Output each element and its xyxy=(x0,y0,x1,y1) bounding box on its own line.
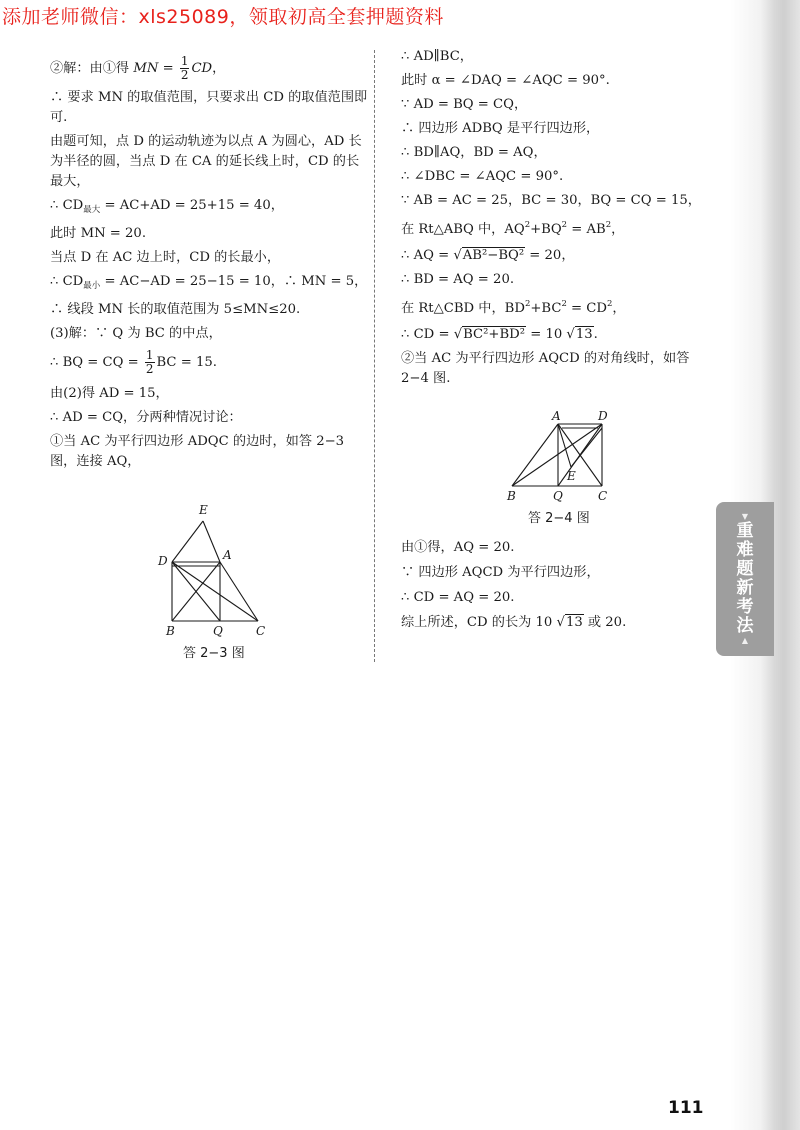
sqrt-expression: √BC²+BD² xyxy=(453,327,526,342)
solution-line: ∴ 要求 MN 的取值范围，只要求出 CD 的取值范围即可. xyxy=(50,90,368,125)
sqrt-expression: √13 xyxy=(566,327,593,342)
solution-line: ∴ 线段 MN 长的取值范围为 5≤MN≤20. xyxy=(50,302,301,317)
tab-triangle-bottom-icon: ▲ xyxy=(741,636,749,645)
point-label: Q xyxy=(213,624,223,638)
solution-line: ∵ 四边形 AQCD 为平行四边形， xyxy=(401,565,600,580)
chapter-tab-label: 重难题新考法 xyxy=(736,521,754,636)
solution-line: ∴ AD = CQ，分两种情况讨论： xyxy=(50,410,242,425)
solution-line: 此时 α = ∠DAQ = ∠AQC = 90°. xyxy=(401,73,610,88)
solution-line: 在 Rt△ABQ 中，$AQ^2+BQ^2 = AB^2$， xyxy=(401,220,625,237)
page-number: 111 xyxy=(668,1098,704,1118)
point-label: E xyxy=(199,503,208,517)
chapter-side-tab[interactable] xyxy=(716,502,774,656)
solution-line: (3)解：∵ Q 为 BC 的中点， xyxy=(50,326,222,341)
solution-line: ∴ CD = AQ = 20. xyxy=(401,590,515,605)
solution-line: ∵ AD = BQ = CQ， xyxy=(401,97,528,112)
solution-line: ∴ AD∥BC， xyxy=(401,49,473,64)
point-label: B xyxy=(507,489,516,503)
solution-line: ∴ $CD_{最小} = AC-AD = 25-15 = 10$，∴ MN = 5， xyxy=(50,274,368,291)
solution-line: ∵ AB = AC = 25，BC = 30，BQ = CQ = 15， xyxy=(401,193,701,208)
solution-line: 由①得，AQ = 20. xyxy=(401,540,515,555)
solution-line: ②解：由①得 MN = $\frac{1}{2}$ CD， xyxy=(50,54,226,82)
figure-caption: 答 2−4 图 xyxy=(528,511,590,526)
solution-line: ∴ BQ = CQ = $\frac{1}{2}$ BC = 15. xyxy=(50,348,217,376)
solution-line: ∴ BD∥AQ，BD = AQ， xyxy=(401,145,547,160)
solution-line: 当点 D 在 AC 边上时，CD 的长最小， xyxy=(50,250,281,265)
column-divider xyxy=(374,50,375,662)
sqrt-expression: √AB²−BQ² xyxy=(453,248,525,263)
figure-2-3 xyxy=(150,495,280,645)
solution-line: ∴ ∠DBC = ∠AQC = 90°. xyxy=(401,169,564,184)
solution-line: ∴ BD = AQ = 20. xyxy=(401,272,515,287)
fraction: $\frac{1}{2}$ xyxy=(145,348,154,376)
solution-line: ∴ CD = √BC²+BD² = 10 √13. xyxy=(401,325,701,345)
right-column-continued xyxy=(401,538,701,633)
point-label: C xyxy=(256,624,266,638)
point-label: B xyxy=(166,624,175,638)
solution-line: 综上所述，CD 的长为 10 √13 或 20. xyxy=(401,613,701,633)
point-label: A xyxy=(552,409,561,423)
solution-line: ∴ AQ = √AB²−BQ² = 20， xyxy=(401,246,701,266)
solution-line: ②当 AC 为平行四边形 AQCD 的对角线时，如答 2−4 图. xyxy=(401,351,690,386)
solution-line: 由(2)得 AD = 15， xyxy=(50,386,169,401)
point-label: A xyxy=(223,548,232,562)
solution-line: ∴ 四边形 ADBQ 是平行四边形， xyxy=(401,121,600,136)
point-label: C xyxy=(598,489,608,503)
solution-line: 在 Rt△CBD 中，$BD^2+BC^2 = CD^2$， xyxy=(401,299,626,316)
figure-caption: 答 2−3 图 xyxy=(183,646,245,661)
point-label: E xyxy=(567,469,576,483)
point-label: D xyxy=(158,554,168,568)
tab-triangle-top-icon: ▼ xyxy=(741,512,749,521)
point-label: Q xyxy=(553,489,563,503)
right-column xyxy=(401,47,701,389)
point-label: D xyxy=(598,409,608,423)
solution-line: ①当 AC 为平行四边形 ADQC 的边时，如答 2−3 图，连接 AQ， xyxy=(50,434,345,469)
left-column xyxy=(50,52,368,472)
sqrt-expression: √13 xyxy=(556,615,583,630)
solution-line: ∴ $CD_{最大} = AC+AD = 25+15 = 40$， xyxy=(50,198,284,215)
solution-line: 此时 MN = 20. xyxy=(50,226,147,241)
figure-2-4 xyxy=(500,404,620,504)
solution-line: 由题可知，点 D 的运动轨迹为以点 A 为圆心，AD 长为半径的圆，当点 D 在 CA 的延长线上时，CD 的长最大， xyxy=(50,134,362,189)
watermark-banner: 添加老师微信：xls25089，领取初高全套押题资料 xyxy=(2,6,444,28)
fraction: $\frac{1}{2}$ xyxy=(180,54,189,82)
